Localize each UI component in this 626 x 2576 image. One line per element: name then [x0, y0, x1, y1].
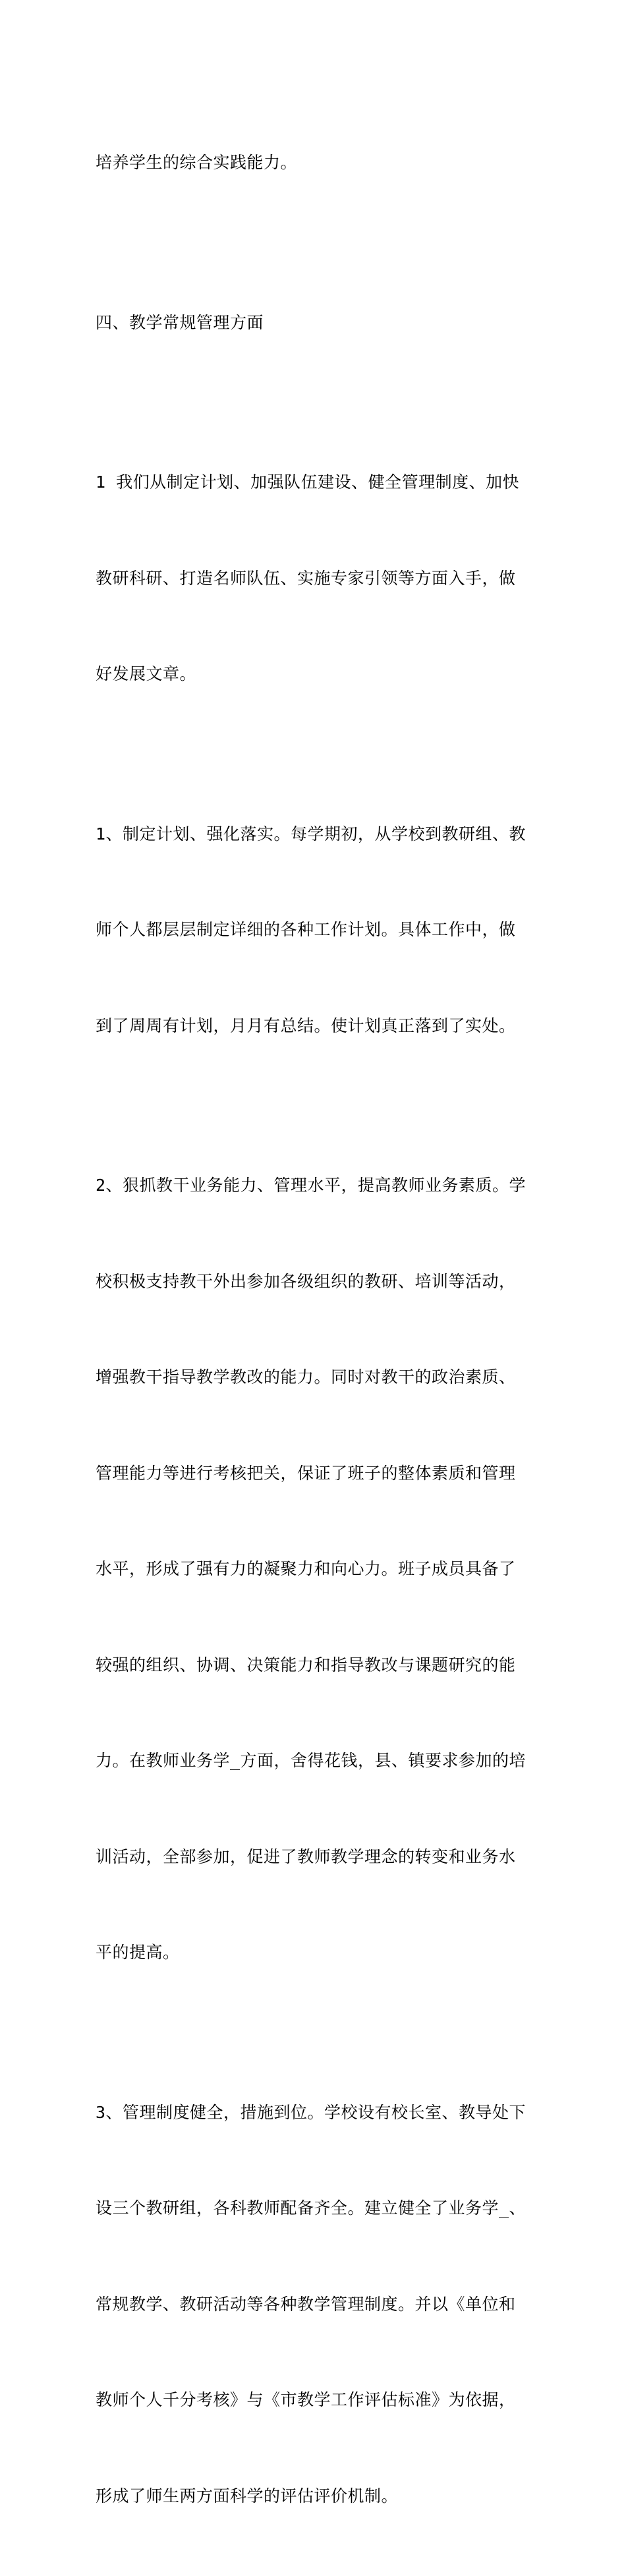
section-heading [96, 243, 534, 403]
text-line: 训活动，全部参加，促进了教师教学理念的转变和业务水 [96, 1841, 534, 1874]
text-line: 平的提高。 [96, 1937, 534, 1969]
text-line: 3、管理制度健全，措施到位。学校设有校长室、教导处下 [96, 2097, 534, 2129]
document-body [96, 83, 534, 2576]
text-line: 常规教学、教研活动等各种教学管理制度。并以《单位和 [96, 2289, 534, 2321]
text-line: 校积极支持教干外出参加各级组织的教研、培训等活动， [96, 1266, 534, 1298]
text-line: 教师个人千分考核》与《市教学工作评估标准》为依据， [96, 2384, 534, 2417]
text-line: 管理能力等进行考核把关，保证了班子的整体素质和管理 [96, 1458, 534, 1490]
paragraph-item-3 [96, 2033, 534, 2576]
text-line: 水平，形成了强有力的凝聚力和向心力。班子成员具备了 [96, 1553, 534, 1586]
text-line: 设三个教研组，各科教师配备齐全。建立健全了业务学_、 [96, 2192, 534, 2225]
text-line: 到了周周有计划，月月有总结。使计划真正落到了实处。 [96, 1010, 534, 1043]
paragraph-intro [96, 403, 534, 755]
text-line: 1、制定计划、强化落实。每学期初，从学校到教研组、教 [96, 818, 534, 851]
text-line: 1 我们从制定计划、加强队伍建设、健全管理制度、加快 [96, 467, 534, 499]
text-line: 培养学生的综合实践能力。 [96, 147, 534, 179]
text-line: 四、教学常规管理方面 [96, 307, 534, 339]
text-line: 2、狠抓教干业务能力、管理水平，提高教师业务素质。学 [96, 1170, 534, 1202]
text-line: 好发展文章。 [96, 658, 534, 691]
text-line: 力。在教师业务学_方面，舍得花钱，县、镇要求参加的培 [96, 1745, 534, 1777]
text-line: 师个人都层层制定详细的各种工作计划。具体工作中，做 [96, 914, 534, 946]
text-line: 形成了师生两方面科学的评估评价机制。 [96, 2480, 534, 2513]
paragraph-item-2 [96, 1106, 534, 2033]
paragraph-item-1 [96, 755, 534, 1106]
text-line: 教研科研、打造名师队伍、实施专家引领等方面入手，做 [96, 563, 534, 595]
text-line: 较强的组织、协调、决策能力和指导教改与课题研究的能 [96, 1649, 534, 1682]
text-line: 增强教干指导教学教改的能力。同时对教干的政治素质、 [96, 1361, 534, 1394]
paragraph-1 [96, 83, 534, 243]
